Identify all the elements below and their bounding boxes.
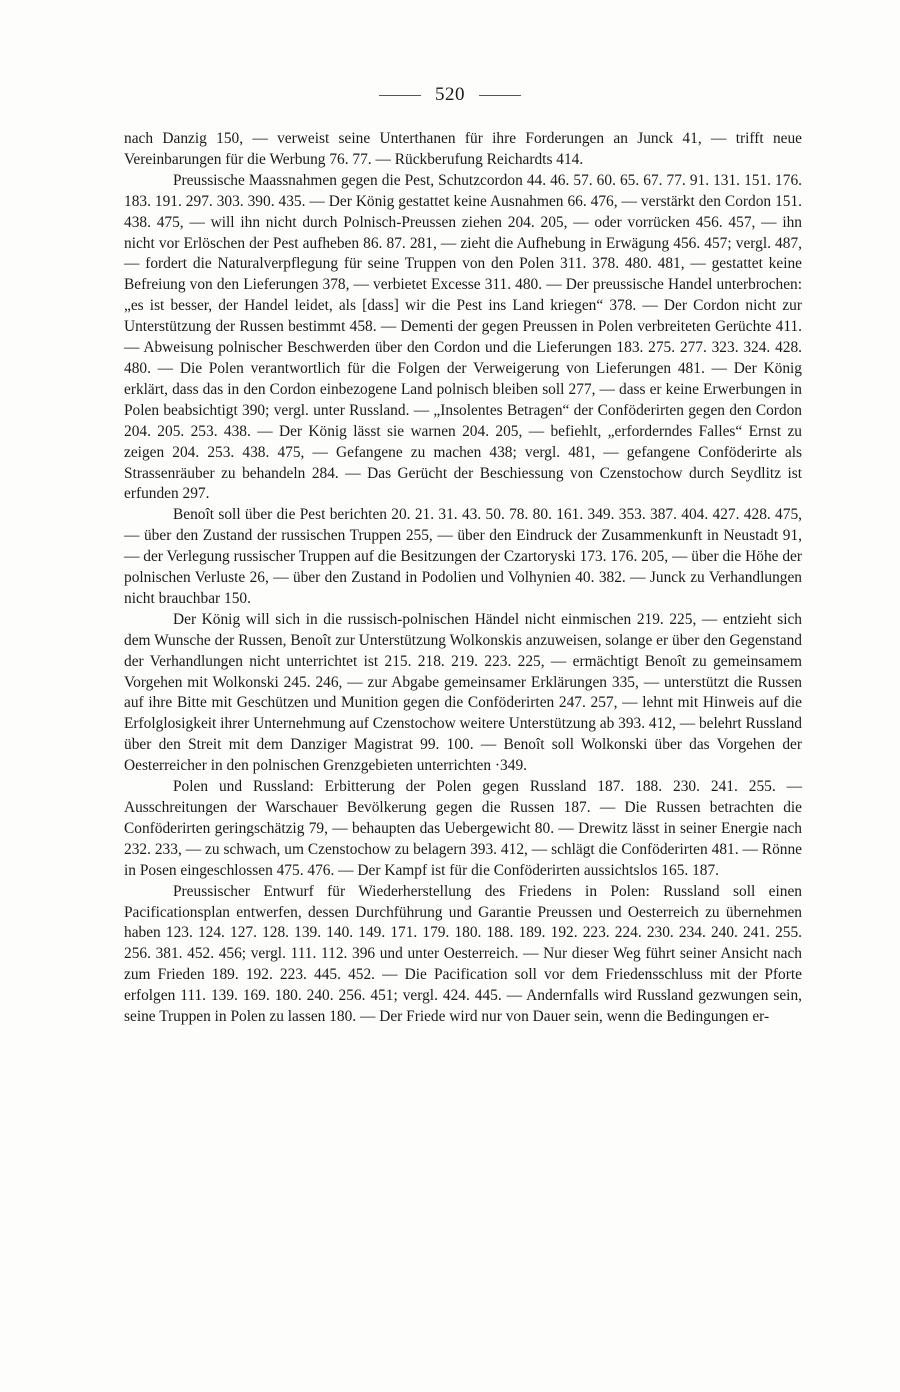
header-rule-right	[479, 95, 521, 96]
paragraph: Der König will sich in die russisch-polnischen Händel nicht einmischen 219. 225, — entzieht sich dem Wunsche der Russen, Benoît zur Unterstützung Wolkonskis anzuweisen, solange er über den Gegenstand der Verhandlungen nicht unterrichtet ist 215. 218. 219. 223. 225, — ermächtigt Benoît zu gemeinsamem Vorgehen mit Wolkonski 245. 246, — zur Abgabe gemeinsamer Erklärungen 335, — unterstützt die Russen auf ihre Bitte mit Geschützen und Munition gegen die Conföderirten 247. 257, — lehnt mit Hinweis auf die Erfolglosigkeit ihrer Unternehmung auf Czenstochow weitere Unterstützung ab 393. 412, — belehrt Russland über den Streit mit dem Danziger Magistrat 99. 100. — Benoît soll Wolkonski über das Vorgehen der Oesterreicher in den polnischen Grenzgebieten unterrichten ·349.	[124, 610, 802, 775]
paragraph: Polen und Russland: Erbitterung der Polen gegen Russland 187. 188. 230. 241. 255. — Ausschreitungen der Warschauer Bevölkerung gegen die Russen 187. — Die Russen betrachten die Conföderirten geringschätzig 79, — behaupten das Uebergewicht 80. — Drewitz lässt in seiner Energie nach 232. 233, — zu schwach, um Czenstochow zu belagern 393. 412, — schlägt die Conföderirten 481. — Rönne in Posen eingeschlossen 475. 476. — Der Kampf ist für die Conföderirten aussichtslos 165. 187.	[124, 778, 802, 879]
paragraph: Benoît soll über die Pest berichten 20. 21. 31. 43. 50. 78. 80. 161. 349. 353. 387. 404. 427. 428. 475, — über den Zustand der russischen Truppen 255, — über den Eindruck der Zusammenkunft in Neustadt 91, — der Verlegung russischer Truppen auf die Besitzungen der Czartoryski 173. 176. 205, — über die Höhe der polnischen Verluste 26, — über den Zustand in Podolien und Volhynien 40. 382. — Junck zu Verhandlungen nicht brauchbar 150.	[124, 506, 802, 607]
page-number: 520	[435, 84, 465, 105]
paragraph: nach Danzig 150, — verweist seine Unterthanen für ihre Forderungen an Junck 41, — trifft neue Vereinbarungen für die Werbung 76. 77. — Rückberufung Reichardts 414.	[124, 130, 802, 168]
page-header	[0, 84, 900, 106]
paragraph: Preussischer Entwurf für Wiederherstellung des Friedens in Polen: Russland soll einen Pacificationsplan entwerfen, dessen Durchführung und Garantie Preussen und Oesterreich zu übernehmen haben 123. 124. 127. 128. 139. 140. 149. 171. 179. 180. 188. 189. 192. 223. 224. 230. 234. 240. 241. 255. 256. 381. 452. 456; vergl. 111. 112. 396 und unter Oesterreich. — Nur dieser Weg führt seiner Ansicht nach zum Frieden 189. 192. 223. 445. 452. — Die Pacification soll vor dem Friedensschluss mit der Pforte erfolgen 111. 139. 169. 180. 240. 256. 451; vergl. 424. 445. — Andernfalls wird Russland gezwungen sein, seine Truppen in Polen zu lassen 180. — Der Friede wird nur von Dauer sein, wenn die Bedingungen er-	[124, 882, 802, 1026]
body-text	[124, 129, 802, 1028]
paragraph: Preussische Maassnahmen gegen die Pest, Schutzcordon 44. 46. 57. 60. 65. 67. 77. 91. 131. 151. 176. 183. 191. 297. 303. 390. 435. — Der König gestattet keine Ausnahmen 66. 476, — verstärkt den Cordon 151. 438. 475, — will ihn nicht durch Polnisch-Preussen ziehen 204. 205, — oder vorrücken 456. 457, — ihn nicht vor Erlöschen der Pest aufheben 86. 87. 281, — zieht die Aufhebung in Erwägung 456. 457; vergl. 487, — fordert die Naturalverpflegung für seine Truppen von den Polen 311. 378. 480. 481, — gestattet keine Befreiung von den Lieferungen 378, — verbietet Excesse 311. 480. — Der preussische Handel unterbrochen: „es ist besser, der Handel leidet, als [dass] wir die Pest ins Land kriegen“ 378. — Der Cordon nicht zur Unterstützung der Russen bestimmt 458. — Dementi der gegen Preussen in Polen verbreiteten Gerüchte 411. — Abweisung polnischer Beschwerden über den Cordon und die Lieferungen 183. 275. 277. 323. 324. 428. 480. — Die Polen verantwortlich für die Folgen der Verweigerung von Lieferungen 481. — Der König erklärt, dass das in den Cordon einbezogene Land polnisch bleiben soll 277, — dass er keine Erwerbungen in Polen beabsichtigt 390; vergl. unter Russland. — „Insolentes Betragen“ der Conföderirten gegen den Cordon 204. 205. 253. 438. — Der König lässt sie warnen 204. 205, — befiehlt, „erforderndes Falles“ Ernst zu zeigen 204. 253. 438. 475, — Gefangene zu machen 438; vergl. 481, — gefangene Conföderirte als Strassenräuber zu behandeln 284. — Das Gerücht der Beschiessung von Czenstochow durch Seydlitz ist erfunden 297.	[124, 171, 802, 503]
header-rule-left	[379, 95, 421, 96]
